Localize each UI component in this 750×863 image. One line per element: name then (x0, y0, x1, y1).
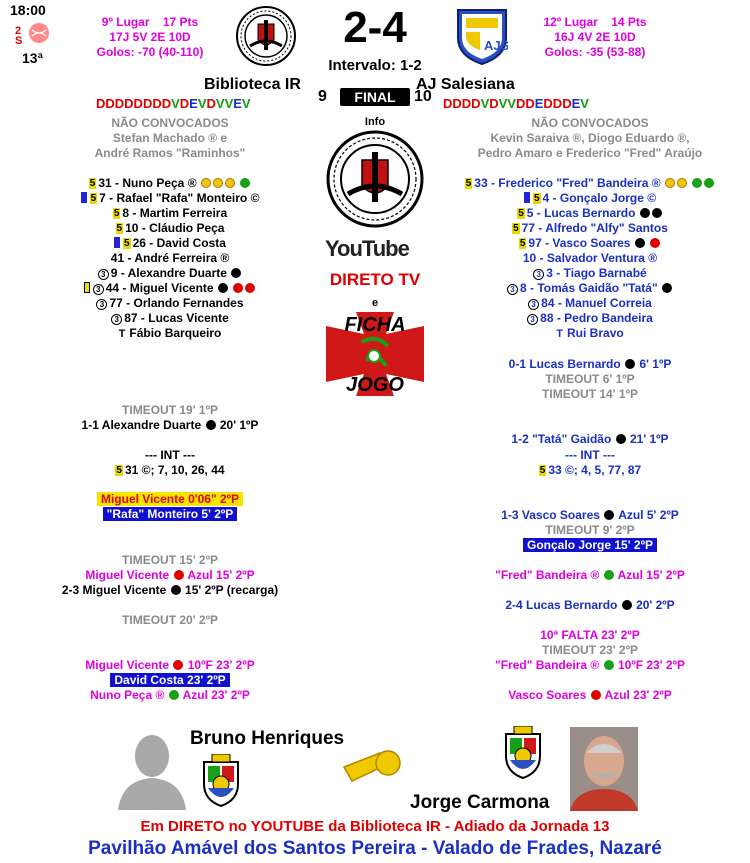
away-not-called-line2: Pedro Amaro e Frederico "Fred" Araújo (477, 146, 703, 160)
away-position: 12º Lugar (543, 15, 598, 29)
home-points: 17 Pts (162, 15, 199, 29)
list-item: 5 10 - Cláudio Peça (116, 221, 225, 235)
list-item: 5 31 - Nuno Peça ® (30, 176, 310, 191)
home-interval: --- INT --- (145, 448, 195, 462)
list-item: 5 4 - Gonçalo Jorge © (440, 191, 740, 206)
kickoff-time: 18:00 (10, 2, 46, 18)
away-record: 16J 4V 2E 10D (554, 30, 636, 44)
away-goal-3: 1-3 Vasco Soares Azul 5' 2ºP (501, 508, 679, 522)
person-placeholder-icon (118, 730, 186, 810)
youtube-logo[interactable] (325, 234, 409, 264)
home-goals: Golos: -70 (40-110) (96, 45, 204, 59)
referee-1-name: Bruno Henriques (190, 728, 345, 749)
away-blue-card-2: Vasco Soares Azul 23' 2ºP (508, 688, 672, 702)
list-item: 5 8 - Martim Ferreira (113, 206, 228, 220)
home-form: DDDDDDDDVDEVDVVEV (96, 96, 251, 111)
home-blue-card-1: Miguel Vicente Azul 15' 2ºP (85, 568, 255, 582)
home-goal-2: 2-3 Miguel Vicente 15' 2ºP (recarga) (61, 583, 279, 597)
home-not-called-line1: Stefan Machado ® e (112, 131, 228, 145)
away-timeout-4: TIMEOUT 23' 2ºP (542, 643, 638, 657)
list-item: 3 9 - Alexandre Duarte (30, 266, 310, 281)
referee-portrait-icon (570, 727, 638, 811)
direto-tv-link[interactable]: DIRETO TV (329, 270, 421, 289)
list-item: 3 8 - Tomás Gaidão "Tatá" (440, 281, 740, 296)
home-blue-card-2: Nuno Peça ® Azul 23' 2ºP (90, 688, 250, 702)
list-item: 41 - André Ferreira ® (110, 251, 230, 265)
live-broadcast-note: Em DIRETO no YOUTUBE da Biblioteca IR - Adiado da Jornada 13 (140, 818, 610, 835)
list-item: T Rui Bravo (556, 326, 624, 340)
away-form: DDDDVDVVDDEDDDEV (443, 96, 589, 111)
referee-2-photo (570, 727, 638, 811)
list-item: 5 33 - Frederico "Fred" Bandeira ® (440, 176, 740, 191)
list-item: 3 88 - Pedro Bandeira (440, 311, 740, 326)
away-goal-1: 0-1 Lucas Bernardo 6' 1ºP (508, 357, 672, 371)
ficha-bottom-text: JOGO (346, 374, 404, 396)
list-item: 3 3 - Tiago Barnabé (440, 266, 740, 281)
referee-1-avatar (118, 730, 186, 815)
away-standing (520, 15, 670, 60)
away-points: 14 Pts (611, 15, 647, 29)
svg-text:AJS: AJS (484, 38, 508, 53)
home-goal-1: 1-1 Alexandre Duarte 20' 1ºP (81, 418, 259, 432)
away-10th-foul-note: 10ª FALTA 23' 2ºP (540, 628, 640, 642)
youtube-icon (325, 234, 425, 264)
list-item: 5 97 - Vasco Soares (440, 236, 740, 251)
away-goal-2: 1-2 "Tatá" Gaidão 21' 1ºP (511, 432, 669, 446)
away-goal-4: 2-4 Lucas Bernardo 20' 2ºP (505, 598, 675, 612)
home-timeout-1: TIMEOUT 19' 1ºP (122, 403, 218, 417)
info-crest-icon[interactable] (326, 130, 424, 233)
whistle-icon (340, 745, 404, 792)
home-record: 17J 5V 2E 10D (109, 30, 191, 44)
referee-2-name: Jorge Carmona (410, 792, 550, 813)
away-goals: Golos: -35 (53-88) (544, 45, 646, 59)
halftime-score: Intervalo: 1-2 (328, 57, 422, 74)
away-timeout-3: TIMEOUT 9' 2ºP (545, 523, 635, 537)
list-item: 5 5 - Lucas Bernardo (440, 206, 740, 221)
list-item: T Fábio Barqueiro (118, 326, 222, 340)
home-fouls: 9 (318, 88, 327, 105)
list-item: 5 7 - Rafael "Rafa" Monteiro © (30, 191, 310, 206)
home-10th-foul: Miguel Vicente 10ºF 23' 2ºP (85, 658, 255, 672)
home-blue-event-2: David Costa 23' 2ºP (30, 673, 310, 688)
away-crest-icon (456, 6, 508, 71)
home-position: 9º Lugar (101, 15, 150, 29)
ficha-top-text: FICHA (344, 314, 406, 336)
list-item: 3 77 - Orlando Fernandes (30, 296, 310, 311)
away-blue-event: Gonçalo Jorge 15' 2ºP (440, 538, 740, 553)
home-team-name: Biblioteca IR (204, 76, 301, 93)
and-label: e (371, 297, 379, 309)
list-item: 10 - Salvador Ventura ® (522, 251, 658, 265)
referee-2-crest-icon (500, 726, 546, 787)
away-not-called-title: NÃO CONVOCADOS (531, 116, 649, 130)
away-fouls: 10 (414, 88, 432, 105)
away-timeout-2: TIMEOUT 14' 1ºP (542, 387, 638, 401)
final-badge (340, 88, 410, 106)
home-not-called-line2: André Ramos "Raminhos" (94, 146, 246, 160)
away-lineup (440, 176, 740, 342)
away-interval-lineup: 5 33 ©; 4, 5, 77, 87 (539, 463, 642, 477)
svg-text:S: S (15, 35, 23, 44)
list-item: 3 44 - Miguel Vicente (30, 281, 310, 296)
away-interval: --- INT --- (565, 448, 615, 462)
list-item: 3 87 - Lucas Vicente (30, 311, 310, 326)
list-item: 5 26 - David Costa (30, 236, 310, 251)
round-badge-icon (15, 22, 51, 49)
away-team-name: AJ Salesiana (416, 76, 515, 93)
referee-1-crest-icon (198, 754, 244, 815)
home-crest-icon (236, 6, 296, 71)
away-blue-card-1: "Fred" Bandeira ® Azul 15' 2ºP (495, 568, 685, 582)
match-status: FINAL (354, 89, 396, 105)
away-not-called-line1: Kevin Saraiva ®, Diogo Eduardo ®, (490, 131, 690, 145)
home-interval-lineup: 5 31 ©; 7, 10, 26, 44 (116, 463, 225, 477)
svg-text:2: 2 (15, 25, 22, 37)
list-item: 5 77 - Alfredo "Alfy" Santos (513, 221, 668, 235)
venue: Pavilhão Amável dos Santos Pereira - Valado de Frades, Nazaré (88, 838, 662, 859)
info-label: Info (364, 116, 386, 128)
home-timeout-2: TIMEOUT 15' 2ºP (122, 553, 218, 567)
away-10th-foul: "Fred" Bandeira ® 10ºF 23' 2ºP (495, 658, 685, 672)
home-not-called-title: NÃO CONVOCADOS (111, 116, 229, 130)
ficha-jogo-logo[interactable] (326, 312, 424, 396)
home-blue-event: "Rafa" Monteiro 5' 2ºP (30, 507, 310, 522)
away-timeout-1: TIMEOUT 6' 1ºP (545, 372, 635, 386)
home-standing (75, 15, 225, 60)
home-timeout-3: TIMEOUT 20' 2ºP (122, 613, 218, 627)
final-score: 2-4 (343, 3, 407, 52)
list-item: 3 84 - Manuel Correia (440, 296, 740, 311)
round-number: 13ª (22, 50, 43, 66)
home-yellow-event: Miguel Vicente 0'06" 2ºP (30, 492, 310, 507)
home-lineup (30, 176, 310, 342)
away-not-called (440, 116, 740, 161)
youtube-text: YouTube (325, 236, 409, 261)
home-not-called (30, 116, 310, 161)
